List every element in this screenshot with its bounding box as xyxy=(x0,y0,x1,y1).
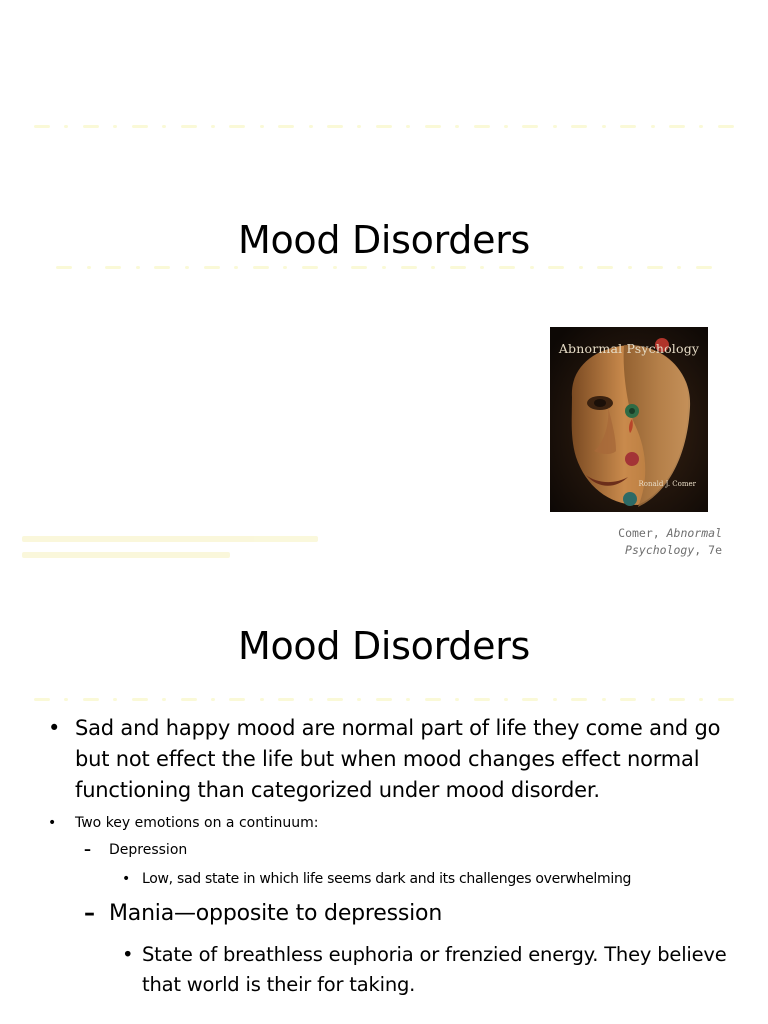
dash-segment xyxy=(64,698,68,701)
dash-segment xyxy=(669,125,685,128)
bullet-dot: • xyxy=(122,943,134,966)
dash-segment xyxy=(234,266,238,269)
caption-edition-number: , 7e xyxy=(694,543,722,557)
dash-segment xyxy=(677,266,681,269)
dash-segment xyxy=(229,698,245,701)
dash-segment xyxy=(132,698,148,701)
dash-segment xyxy=(651,698,655,701)
dash-segment xyxy=(718,698,734,701)
sub-sub-bullet-text: Low, sad state in which life seems dark and its challenges overwhelming xyxy=(142,871,632,887)
dash-segment xyxy=(327,698,343,701)
sub-bullet-text: Mania—opposite to depression xyxy=(109,901,443,926)
bullet-item-1 xyxy=(48,713,738,806)
dash-segment xyxy=(105,266,121,269)
sub-bullet-mania xyxy=(84,898,442,930)
dash-segment xyxy=(425,698,441,701)
dash-segment xyxy=(113,698,117,701)
dash-segment xyxy=(602,698,606,701)
decorative-dash-row xyxy=(56,265,712,271)
dash-segment xyxy=(211,125,215,128)
slide1-title: Mood Disorders xyxy=(237,218,531,262)
dash-segment xyxy=(309,698,313,701)
dash-segment xyxy=(229,125,245,128)
dash-segment xyxy=(480,266,484,269)
dash-marker: – xyxy=(84,842,91,858)
dash-segment xyxy=(136,266,140,269)
dash-segment xyxy=(530,266,534,269)
book-cover-image xyxy=(550,327,708,512)
decorative-dash-row xyxy=(34,697,734,703)
dash-segment xyxy=(83,698,99,701)
dash-segment xyxy=(553,698,557,701)
dash-segment xyxy=(579,266,583,269)
dash-segment xyxy=(571,698,587,701)
dash-segment xyxy=(327,125,343,128)
dash-segment xyxy=(357,125,361,128)
dash-segment xyxy=(522,698,538,701)
dash-segment xyxy=(699,125,703,128)
dash-segment xyxy=(504,125,508,128)
dash-segment xyxy=(628,266,632,269)
dash-segment xyxy=(597,266,613,269)
credit-line-2 xyxy=(22,552,230,558)
slide2-title: Mood Disorders xyxy=(237,624,531,668)
dash-segment xyxy=(34,698,50,701)
dash-segment xyxy=(204,266,220,269)
dash-segment xyxy=(718,125,734,128)
dash-segment xyxy=(553,125,557,128)
book-cover-title: Abnormal Psychology xyxy=(558,341,700,356)
bullet-dot: • xyxy=(48,815,57,831)
dash-segment xyxy=(376,125,392,128)
dash-segment xyxy=(34,125,50,128)
bullet-text: Two key emotions on a continuum: xyxy=(75,815,319,831)
sub-sub-bullet-text: State of breathless euphoria or frenzied energy. They believe that world is their for taking. xyxy=(142,943,727,996)
dash-segment xyxy=(669,698,685,701)
dash-segment xyxy=(132,125,148,128)
dash-segment xyxy=(278,125,294,128)
dash-segment xyxy=(162,698,166,701)
dash-segment xyxy=(548,266,564,269)
dash-segment xyxy=(302,266,318,269)
dash-segment xyxy=(56,266,72,269)
dash-segment xyxy=(162,125,166,128)
dash-segment xyxy=(406,125,410,128)
dash-segment xyxy=(504,698,508,701)
sub-bullet-text: Depression xyxy=(109,842,188,858)
dash-segment xyxy=(357,698,361,701)
dash-segment xyxy=(522,125,538,128)
sub-sub-bullet-mania-desc xyxy=(122,940,732,1000)
dash-segment xyxy=(425,125,441,128)
dash-segment xyxy=(278,698,294,701)
dash-segment xyxy=(260,698,264,701)
dash-segment xyxy=(351,266,367,269)
dash-segment xyxy=(87,266,91,269)
dash-segment xyxy=(499,266,515,269)
dash-segment xyxy=(185,266,189,269)
dash-segment xyxy=(333,266,337,269)
bullet-text: Sad and happy mood are normal part of life they come and go but not effect the life but when mood changes effect normal functioning than categorized under mood disorder. xyxy=(75,716,721,802)
dash-segment xyxy=(647,266,663,269)
decorative-dash-row xyxy=(34,124,734,130)
dash-segment xyxy=(83,125,99,128)
dash-segment xyxy=(699,698,703,701)
dash-segment xyxy=(181,125,197,128)
caption-edition xyxy=(625,543,722,557)
sub-sub-bullet-depression-desc xyxy=(122,869,732,889)
dash-segment xyxy=(651,125,655,128)
dash-segment xyxy=(154,266,170,269)
dash-segment xyxy=(211,698,215,701)
bullet-dot: • xyxy=(122,871,131,887)
dash-segment xyxy=(455,125,459,128)
dash-segment xyxy=(260,125,264,128)
dash-segment xyxy=(253,266,269,269)
faint-credit-text xyxy=(22,536,318,568)
dash-segment xyxy=(620,125,636,128)
bullet-dot: • xyxy=(48,716,61,740)
dash-segment xyxy=(696,266,712,269)
dash-segment xyxy=(113,125,117,128)
dash-segment xyxy=(620,698,636,701)
dash-segment xyxy=(401,266,417,269)
dash-segment xyxy=(406,698,410,701)
dash-segment xyxy=(64,125,68,128)
dash-segment xyxy=(431,266,435,269)
dash-segment xyxy=(474,125,490,128)
credit-line-1 xyxy=(22,536,318,542)
caption-author: Comer, xyxy=(618,526,667,540)
dash-segment xyxy=(602,125,606,128)
dash-segment xyxy=(382,266,386,269)
dash-segment xyxy=(309,125,313,128)
dash-segment xyxy=(571,125,587,128)
dash-segment xyxy=(181,698,197,701)
dash-marker: – xyxy=(84,901,95,926)
caption-book-title: Abnormal xyxy=(666,526,722,540)
caption-book-title-cont: Psychology xyxy=(625,543,695,557)
image-caption xyxy=(618,525,722,559)
dash-segment xyxy=(474,698,490,701)
dash-segment xyxy=(450,266,466,269)
dash-segment xyxy=(283,266,287,269)
dash-segment xyxy=(455,698,459,701)
sub-bullet-depression xyxy=(84,840,187,860)
dash-segment xyxy=(376,698,392,701)
bullet-item-2 xyxy=(48,813,738,833)
book-cover-author: Ronald J. Comer xyxy=(638,480,696,488)
